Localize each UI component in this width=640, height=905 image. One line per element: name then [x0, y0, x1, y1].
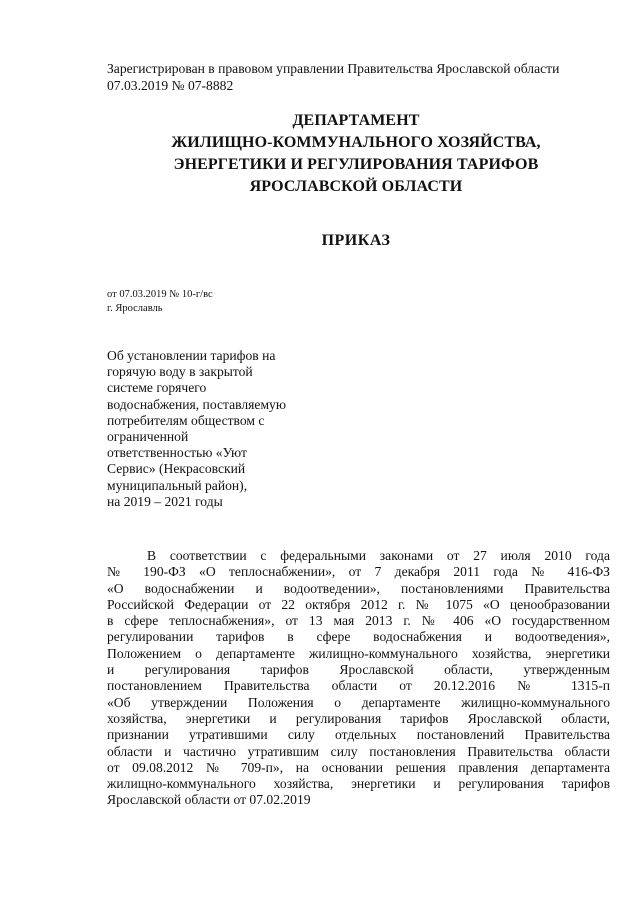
registration-line-1: Зарегистрирован в правовом управлении Правительства Ярославской области [107, 61, 560, 76]
department-line: ДЕПАРТАМЕНТ [292, 112, 420, 129]
department-line: ЯРОСЛАВСКОЙ ОБЛАСТИ [249, 178, 463, 195]
body-line: постановлением Правительства области от 20.12.2016 № 1315-п [107, 678, 610, 694]
body-line: регулировании тарифов в сфере водоснабжения и водоотведения», [107, 629, 610, 645]
subject-line: потребителям обществом с [107, 412, 265, 428]
order-date-number: от 07.03.2019 № 10-г/вс [107, 289, 213, 300]
body-line: и регулирования тарифов Ярославской области, утвержденным [107, 662, 610, 678]
subject-line: на 2019 – 2021 годы [107, 493, 223, 509]
subject-line: системе горячего [107, 380, 207, 396]
body-line: «Об утверждении Положения о департаменте жилищно-коммунального [107, 694, 610, 710]
body-line: от 09.08.2012 № 709-п», на основании решения правления департамента [107, 759, 610, 775]
order-subject [107, 348, 322, 510]
subject-line: ограниченной [107, 429, 189, 445]
order-city: г. Ярославль [107, 303, 163, 314]
department-heading [0, 110, 640, 198]
department-line: ЭНЕРГЕТИКИ И РЕГУЛИРОВАНИЯ ТАРИФОВ [173, 156, 539, 173]
body-line: хозяйства, энергетики и регулирования тарифов Ярославской области, [107, 710, 610, 726]
subject-line: Сервис» (Некрасовский [107, 461, 246, 477]
body-line: признании утратившими силу отдельных постановлений Правительства [107, 727, 610, 743]
body-line: «О водоснабжении и водоотведении», постановлениями Правительства [107, 580, 610, 596]
subject-line: горячую воду в закрытой [107, 364, 253, 380]
subject-line: ответственностью «Уют [107, 445, 247, 461]
subject-line: водоснабжения, поставляемую [107, 396, 286, 412]
subject-line: муниципальный район), [107, 477, 248, 493]
body-line: в сфере теплоснабжения», от 13 мая 2013 г. № 406 «О государственном [107, 613, 610, 629]
body-line: области и частично утратившим силу постановления Правительства области [107, 743, 610, 759]
body-line: жилищно-коммунального хозяйства, энергетики и регулирования тарифов [107, 776, 610, 792]
order-title: ПРИКАЗ [321, 232, 391, 249]
registration-line-2: 07.03.2019 № 07-8882 [107, 78, 234, 93]
department-line: ЖИЛИЩНО-КОММУНАЛЬНОГО ХОЗЯЙСТВА, [171, 134, 541, 151]
order-preamble [107, 548, 610, 809]
body-line: Российской Федерации от 22 октября 2012 г. № 1075 «О ценообразовании [107, 596, 610, 612]
subject-line: Об установлении тарифов на [107, 348, 276, 363]
body-line: № 190-ФЗ «О теплоснабжении», от 7 декабря 2011 года № 416-ФЗ [107, 564, 610, 580]
body-line: Положением о департаменте жилищно-коммунального хозяйства, энергетики [107, 645, 610, 661]
body-line: Ярославской области от 07.02.2019 [107, 792, 311, 808]
body-line: В соответствии с федеральными законами от 27 июля 2010 года [147, 548, 610, 563]
